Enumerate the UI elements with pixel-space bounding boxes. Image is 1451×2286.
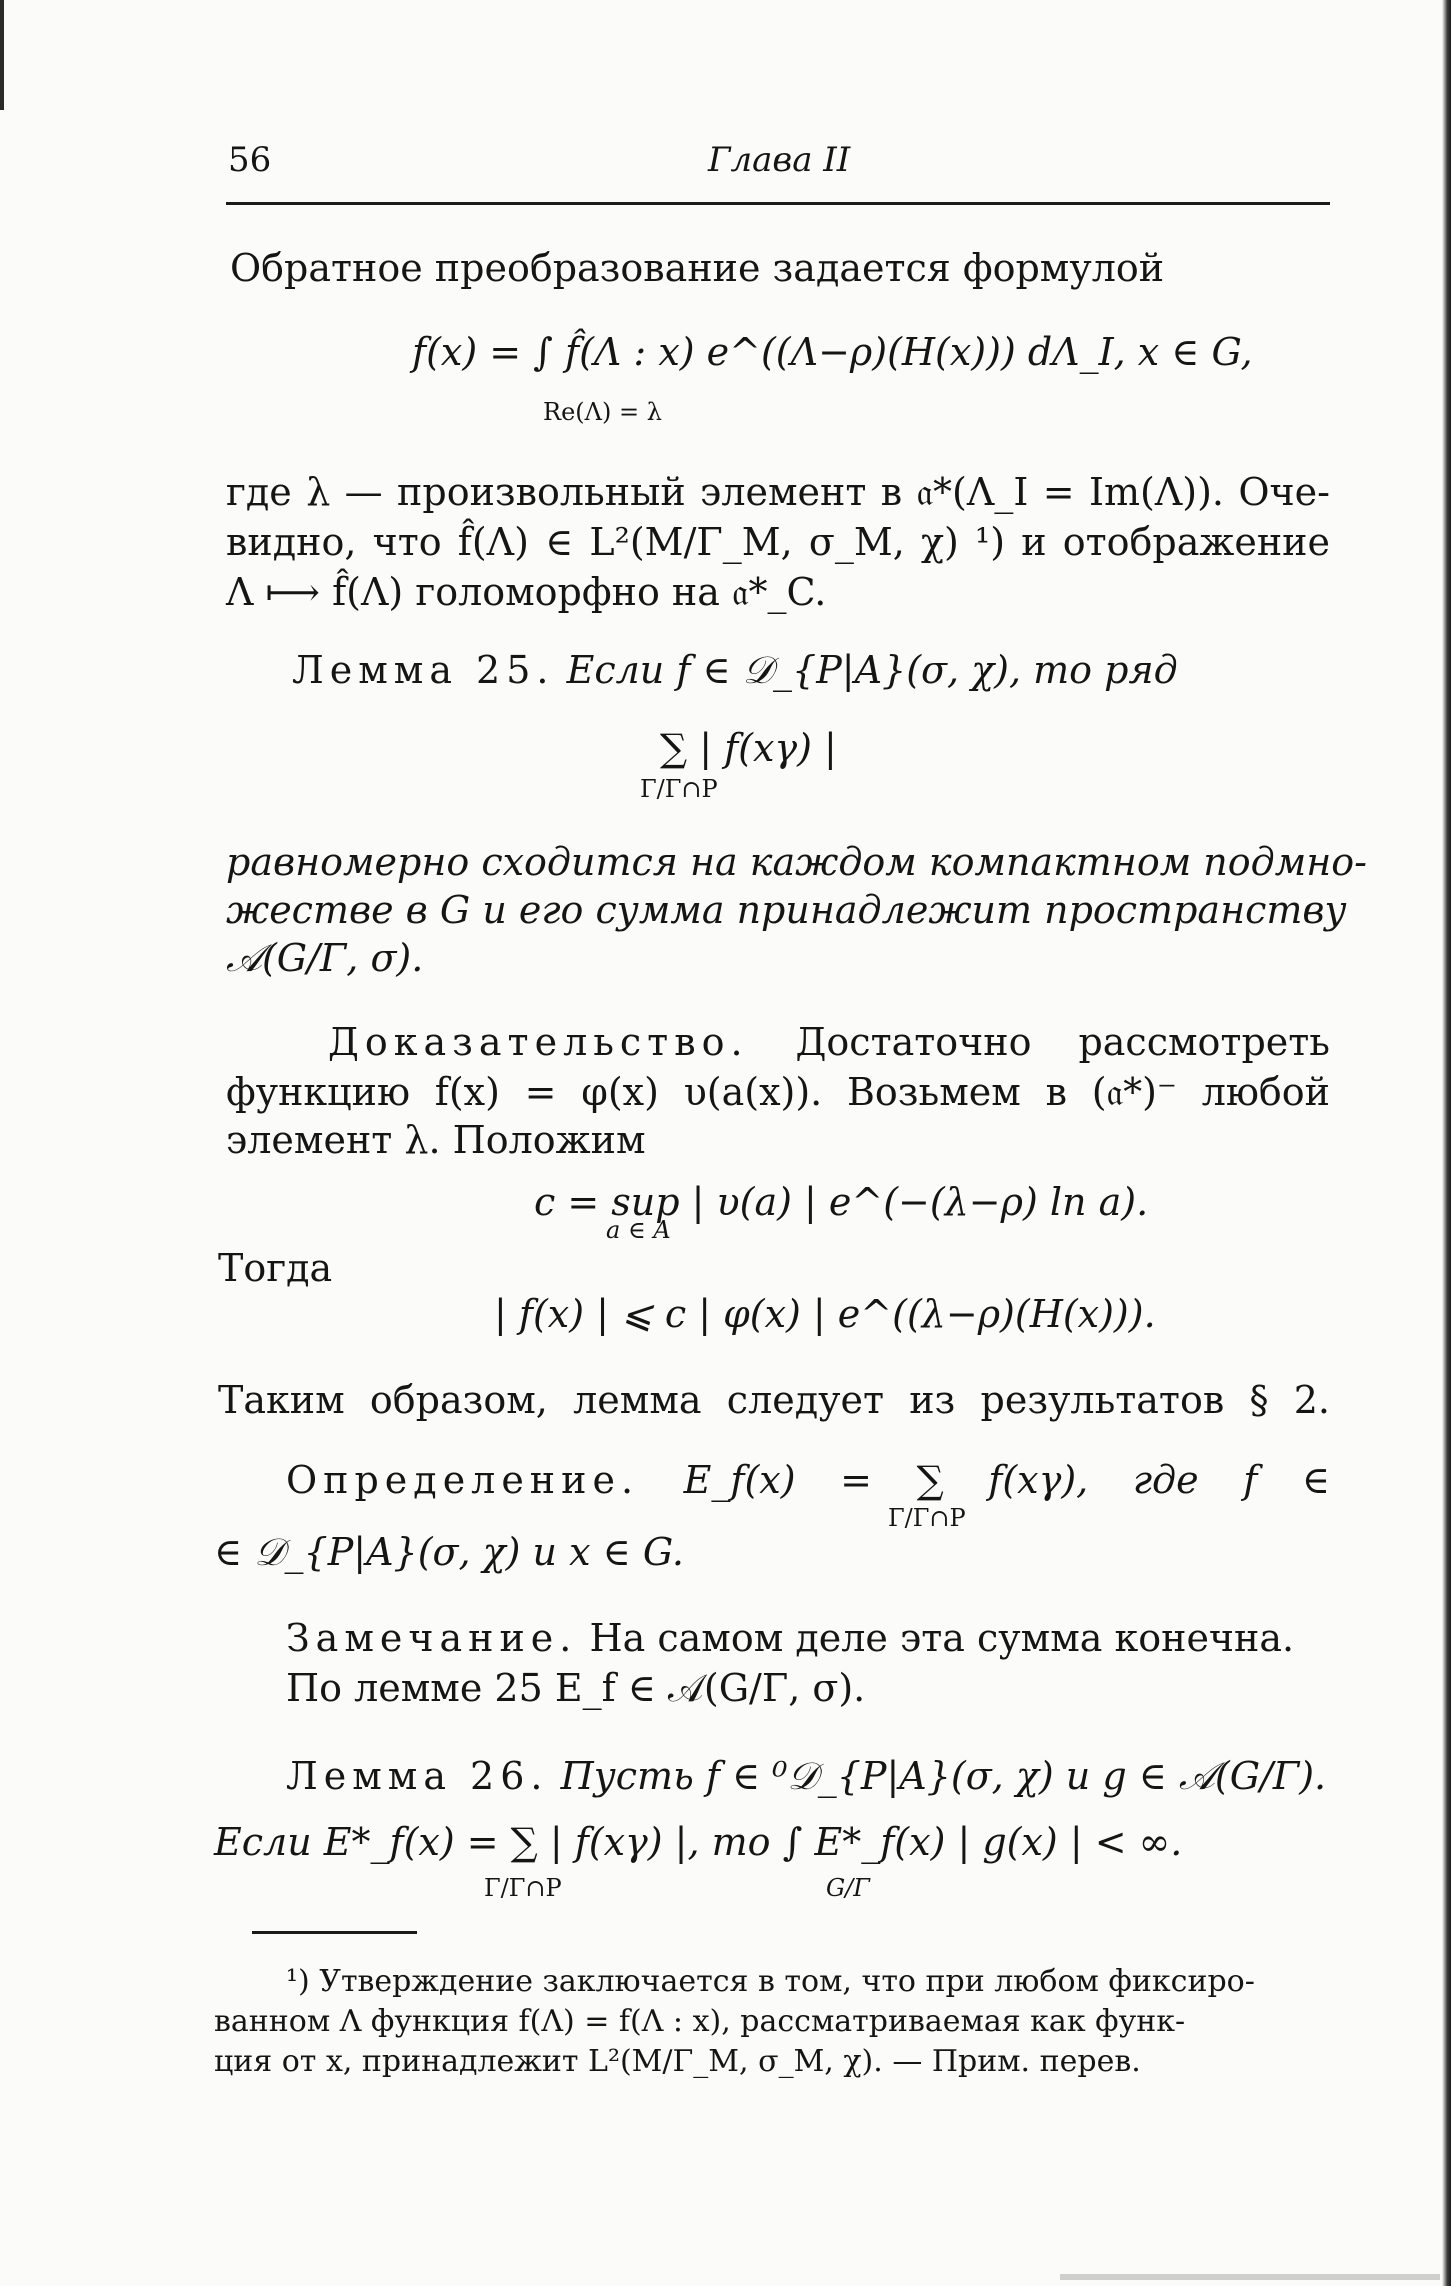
lemma26-line1: Пусть f ∈ ⁰𝒟_{P|A}(σ, χ) и g ∈ 𝒜(G/Γ). xyxy=(560,1754,1327,1798)
formula-c-sup-subscript: a ∈ A xyxy=(606,1216,671,1244)
footnote-line3: ция от x, принадлежит L²(M/Γ_M, σ_M, χ). — Прим. перев. xyxy=(214,2044,1141,2079)
paragraph-lambda-line1: где λ — произвольный элемент в 𝔞*(Λ_I = Im(Λ)). Оче- xyxy=(226,470,1330,514)
lemma26-label: Лемма 26. xyxy=(286,1754,549,1798)
remark-line2: По лемме 25 E_f ∈ 𝒜(G/Γ, σ). xyxy=(286,1666,866,1710)
paragraph-inverse-transform: Обратное преобразование задается формулой xyxy=(230,246,1165,290)
formula-series-subscript: Γ/Γ∩P xyxy=(640,775,718,803)
chapter-title: Глава II xyxy=(708,140,851,180)
proof-label: Доказательство. xyxy=(328,1020,749,1064)
scan-noise xyxy=(1060,2274,1440,2280)
word-then: Тогда xyxy=(218,1246,333,1290)
formula-estimate: | f(x) | ⩽ c | φ(x) | e^((λ−ρ)(H(x))). xyxy=(494,1292,1156,1336)
lemma25-statement: Если f ∈ 𝒟_{P|A}(σ, χ), то ряд xyxy=(566,648,1178,692)
lemma25-conclusion-line3: 𝒜(G/Γ, σ). xyxy=(226,936,424,980)
definition-label: Определение. xyxy=(286,1458,640,1502)
proof-line1: Достаточно рассмотреть xyxy=(795,1020,1330,1064)
lemma25-conclusion-line1: равномерно сходится на каждом компактном подмно- xyxy=(226,840,1367,884)
page-header xyxy=(228,140,1328,188)
lemma25-label: Лемма 25. xyxy=(292,648,555,692)
footnote-line1: ¹) Утверждение заключается в том, что при любом фиксиро- xyxy=(286,1964,1255,1999)
lemma26-subscript-sum: Γ/Γ∩P xyxy=(484,1874,562,1902)
formula-c-sup: c = sup | υ(a) | e^(−(λ−ρ) ln a). xyxy=(534,1180,1149,1224)
paragraph-conclusion: Таким образом, лемма следует из результатов § 2. xyxy=(218,1378,1330,1422)
definition-subscript: Γ/Γ∩P xyxy=(888,1504,966,1532)
proof-line3: элемент λ. Положим xyxy=(226,1118,646,1162)
lemma26-subscript-integral: G/Γ xyxy=(826,1874,870,1902)
definition-line2: ∈ 𝒟_{P|A}(σ, χ) и x ∈ G. xyxy=(214,1530,684,1574)
proof-line2: функцию f(x) = φ(x) υ(a(x)). Возьмем в (𝔞*)⁻ любой xyxy=(226,1070,1330,1114)
scan-edge-left xyxy=(0,0,4,110)
lemma25-conclusion-line2: жестве в G и его сумма принадлежит пространству xyxy=(226,888,1347,932)
footnote-rule xyxy=(252,1931,417,1934)
scan-edge-right xyxy=(1442,0,1451,2286)
page-number: 56 xyxy=(228,140,272,180)
lemma26-line2: Если E*_f(x) = ∑ | f(xγ) |, то ∫ E*_f(x) | g(x) | < ∞. xyxy=(214,1820,1183,1864)
header-rule xyxy=(226,202,1330,205)
formula-inverse-subscript: Re(Λ) = λ xyxy=(543,398,662,426)
paragraph-lambda-line3: Λ ⟼ f̂(Λ) голоморфно на 𝔞*_C. xyxy=(226,570,827,614)
formula-inverse: f(x) = ∫ f̂(Λ : x) e^((Λ−ρ)(H(x))) dΛ_I, x ∈ G, xyxy=(412,330,1253,374)
remark-label: Замечание. xyxy=(286,1616,578,1660)
remark-line1: На самом деле эта сумма конечна. xyxy=(589,1616,1295,1660)
definition-formula: E_f(x) = ∑ f(xγ), где f ∈ xyxy=(683,1458,1330,1502)
paragraph-lambda-line2: видно, что f̂(Λ) ∈ L²(M/Γ_M, σ_M, χ) ¹) и отображение xyxy=(226,520,1330,564)
formula-series: ∑ | f(xγ) | xyxy=(660,726,837,770)
footnote-line2: ванном Λ функция f(Λ) = f(Λ : x), рассматриваемая как функ- xyxy=(214,2004,1186,2039)
